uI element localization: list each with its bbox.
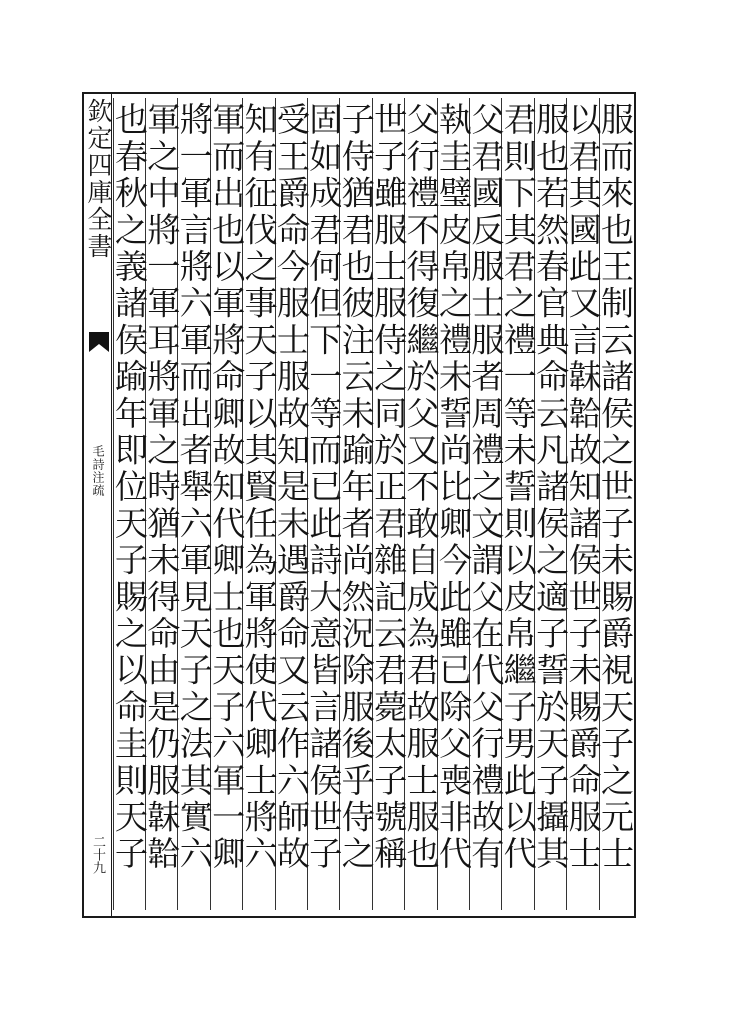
text-column: 君則下其君之禮一等未誓則以皮帛繼子男此以代 bbox=[501, 98, 533, 910]
text-column: 世子雖服士服侍之同於正君雜記云君薨太子號稱 bbox=[372, 98, 404, 910]
text-column: 也春秋之義諸侯踰年即位天子賜之以命圭則天子 bbox=[113, 98, 145, 910]
fish-tail-mark-icon bbox=[88, 330, 110, 356]
text-column: 父君國反服士服者周禮之文謂父在代父行禮故有 bbox=[469, 98, 501, 910]
text-column: 執圭璧皮帛之禮未誓尚比卿今此雖已除父喪非代 bbox=[437, 98, 469, 910]
page-number: 二十九 bbox=[90, 835, 105, 874]
text-column: 軍而出也以軍將命卿故知代卿士也天子六軍一卿 bbox=[210, 98, 242, 910]
text-column: 子侍猶君也彼注云未踰年者尚然況除服後乎侍之 bbox=[339, 98, 371, 910]
book-title: 欽定四庫全書 bbox=[84, 98, 113, 260]
text-column: 服而來也王制云諸侯之世子未賜爵視天子之元士 bbox=[599, 98, 631, 910]
text-column: 軍之中將一軍耳將軍之時猶未得命由是仍服韎韐 bbox=[145, 98, 177, 910]
text-column: 服也若然春官典命云凡諸侯之適子誓於天子攝其 bbox=[534, 98, 566, 910]
text-column: 以君其國此又言韎韐故知諸侯世子未賜爵命服士 bbox=[566, 98, 598, 910]
text-column: 受王爵命今服士服故知是未遇爵命又云作六師故 bbox=[275, 98, 307, 910]
text-column: 將一軍言將六軍而出者舉六軍見天子之法其實六 bbox=[177, 98, 209, 910]
section-title: 毛詩注疏 bbox=[91, 445, 105, 497]
text-column: 固如成君何但下一等而已此詩大意皆言諸侯世子 bbox=[307, 98, 339, 910]
text-column: 父行禮不得復繼於父又不敢自成為君故服士服也 bbox=[404, 98, 436, 910]
text-column: 知有征伐之事天子以其賢任為軍將使代卿士將六 bbox=[242, 98, 274, 910]
